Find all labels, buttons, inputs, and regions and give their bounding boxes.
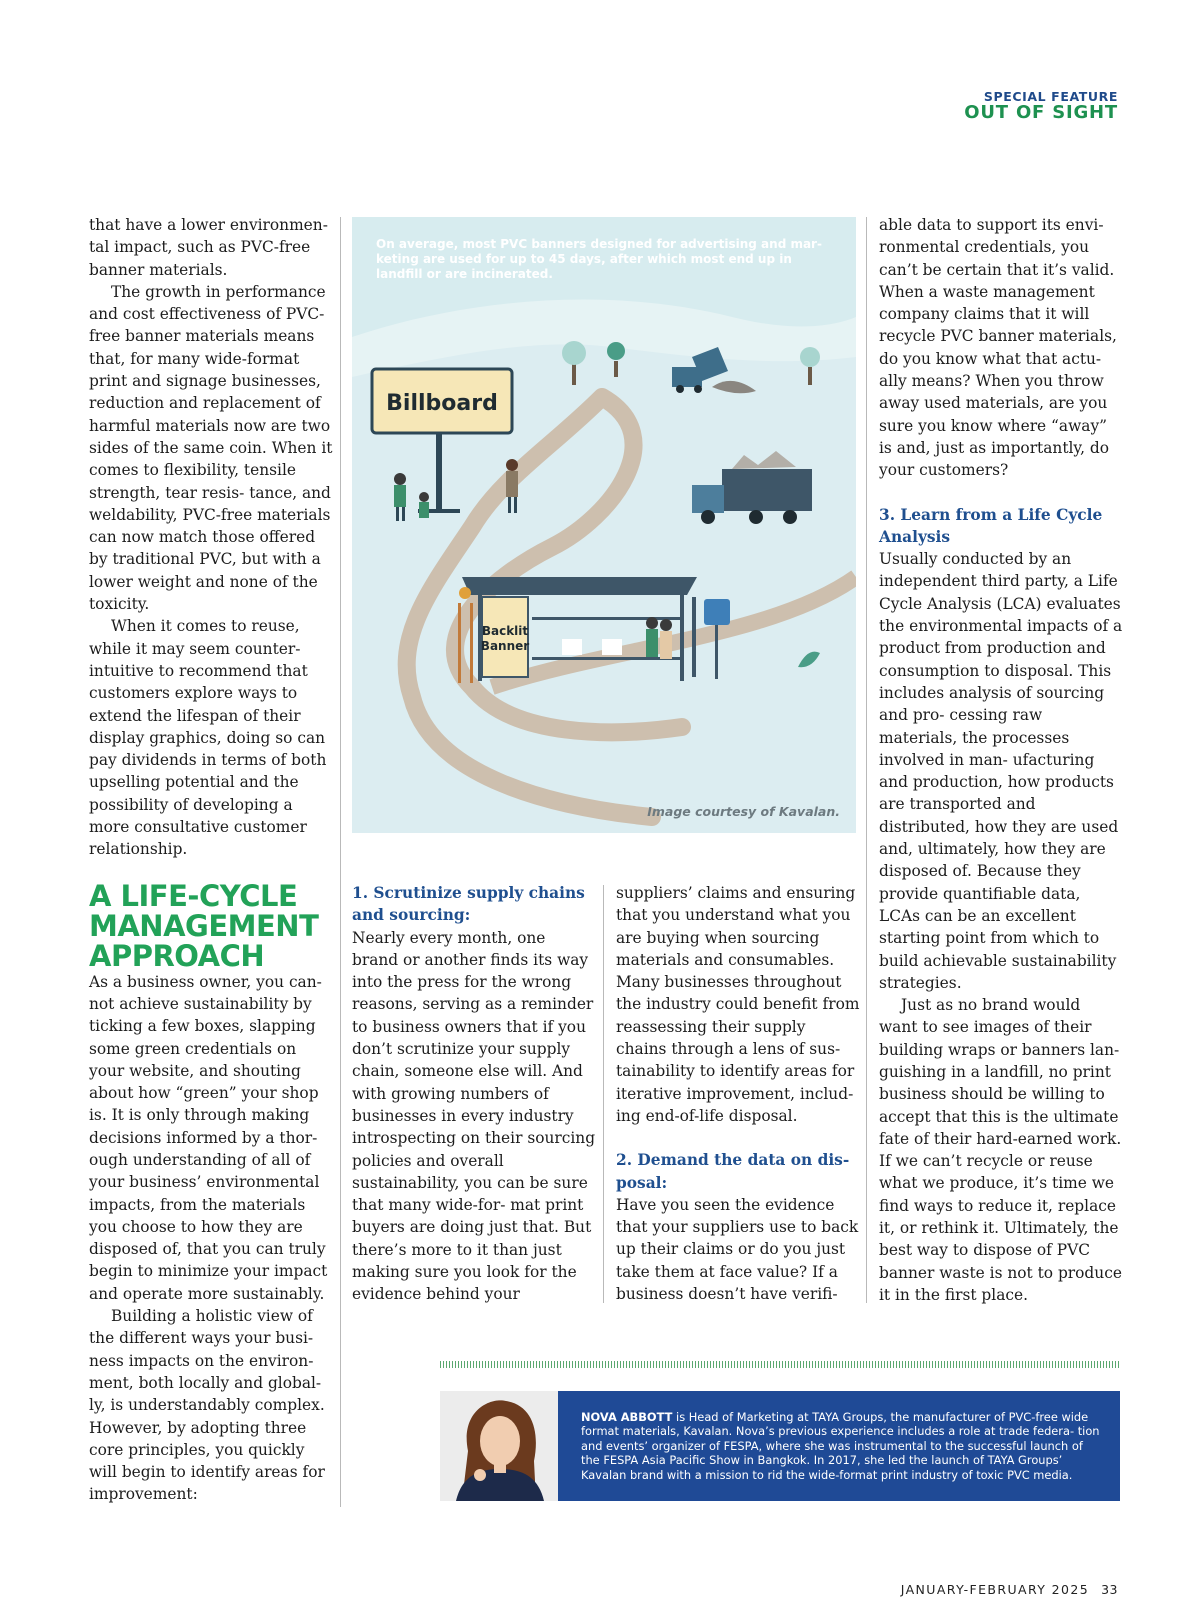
issue-date: JANUARY-FEBRUARY 2025 [900, 1582, 1090, 1597]
page-number: 33 [1101, 1582, 1118, 1597]
column-1 [89, 214, 333, 1506]
portrait-icon [440, 1391, 558, 1501]
column-2 [352, 882, 596, 1306]
column-divider [340, 217, 341, 1507]
bio-description: is Head of Marketing at TAYA Groups, the manufacturer of PVC-free wide format materials, Kavalan. Nova’s previous experience includes a role at trade federa- tion and events’ organizer of FESPA, where she was instrumental to the successful launch of the FESPA Asia Pacific Show in Bangkok. In 2017, she led the launch of TAYA Groups’ Kavalan brand with a mission to rid the wide-format print industry of toxic PVC media. [581, 1410, 1100, 1482]
section-kicker: SPECIAL FEATURE [983, 89, 1118, 104]
paragraph: able data to support its envi- ronmental credentials, you can’t be certain that it’s valid. When a waste management company claims that it will recycle PVC banner materials, do you know what that actu- ally means? When you throw away used materials, are you sure you know where “away” is and, just as importantly, do your customers? [879, 216, 1117, 480]
decorative-rule [440, 1361, 1120, 1368]
paragraph: When it comes to reuse, while it may seem counter-intuitive to recommend that customers explore ways to extend the lifespan of their display graphics, doing so can pay dividends in terms of both upselling potential and the possibility of developing a more consultative customer relationship. [89, 617, 327, 859]
paragraph: Building a holistic view of the different ways your busi- ness impacts on the environ- ment, both locally and global- ly, is understandably complex. However, by adopting three core principles, you quickly will begin to identify areas for improvement: [89, 1307, 325, 1504]
page-footer [901, 1582, 1118, 1597]
author-bio [440, 1391, 1120, 1501]
billboard-label: Billboard [386, 391, 498, 416]
column-4 [879, 214, 1123, 1306]
section-title: OUT OF SIGHT [964, 102, 1118, 123]
backlit-label: Backlit [481, 624, 529, 638]
landfill-illustration [352, 217, 856, 833]
paragraph: Nearly every month, one brand or another finds its way into the press for the wrong reasons, serving as a reminder to business owners that if you don’t scrutinize your supply chain, someone else will. And with growing numbers of businesses in every industry introspecting on their sourcing policies and overall sustainability, you can be sure that many wide-for- mat print buyers are doing just that. But there’s more to it than just making sure you look for the evidence behind your [352, 928, 596, 1304]
figure-caption: On average, most PVC banners designed for advertising and mar- keting are used for up to 45 days, after which most end up in landfill or are incinerated. [376, 237, 822, 281]
paragraph: The growth in performance and cost effectiveness of PVC-free banner materials means that, for many wide-format print and signage businesses, reduction and replacement of harmful materials now are two sides of the same coin. When it comes to flexibility, tensile strength, tear resis- tance, and weldability, PVC-free materials can now match those offered by traditional PVC, but with a lower weight and none of the toxicity. [89, 282, 333, 614]
subheading: 3. Learn from a Life Cycle Analysis [879, 505, 1103, 546]
paragraph: Just as no brand would want to see images of their building wraps or banners lan- guishing in a landfill, no print business should be willing to accept that this is the ultimate fate of their hard-earned work. If we can’t recycle or reuse what we produce, it’s time we find ways to reduce it, replace it, or rethink it. Ultimately, the best way to dispose of PVC banner waste is not to produce it in the first place. [879, 996, 1122, 1304]
backlit-label: Banner [480, 639, 530, 653]
bio-panel [558, 1391, 1120, 1501]
paragraph: Usually conducted by an independent third party, a Life Cycle Analysis (LCA) evaluates the environmental impacts of a product from production and consumption to disposal. This includes analysis of sourcing and pro- cessing raw materials, the processes involved in man- ufacturing and production, how products are transported and distributed, how they are used and, ultimately, how they are disposed of. Because they provide quantifiable data, LCAs can be an excellent starting point from which to build achievable sustainability strategies. [879, 550, 1123, 992]
paragraph: As a business owner, you can- not achieve sustainability by ticking a few boxes, slapping some green credentials on your website, and shouting about how “green” your shop is. It is only through making decisions informed by a thor- ough understanding of all of your business’ environmental impacts, from the materials you choose to how they are disposed of, that you can truly begin to minimize your impact and operate more sustainably. [89, 972, 328, 1303]
author-name: NOVA ABBOTT [581, 1410, 673, 1424]
paragraph: suppliers’ claims and ensuring that you understand what you are buying when sourcing materials and consumables. Many businesses throughout the industry could benefit from reassessing their supply chains through a lens of sus- tainability to identify areas for iterative improvement, includ- ing end-of-life disposal. [616, 884, 860, 1125]
subheading: 1. Scrutinize supply chains and sourcing: [352, 884, 585, 925]
column-divider [866, 217, 867, 1303]
paragraph: that have a lower environmen- tal impact, such as PVC-free banner materials. [89, 216, 328, 279]
image-credit: Image courtesy of Kavalan. [647, 804, 840, 819]
author-photo [440, 1391, 558, 1501]
paragraph: Have you seen the evidence that your suppliers use to back up their claims or do you just take them at face value? If a business doesn’t have verifi- [616, 1195, 859, 1304]
illustration-figure [352, 217, 856, 833]
column-divider [603, 885, 604, 1303]
bio-text [581, 1410, 1101, 1482]
subheading: 2. Demand the data on dis- posal: [616, 1151, 850, 1192]
section-heading: A LIFE-CYCLE MANAGEMENT APPROACH [89, 878, 319, 973]
column-3 [616, 882, 860, 1305]
